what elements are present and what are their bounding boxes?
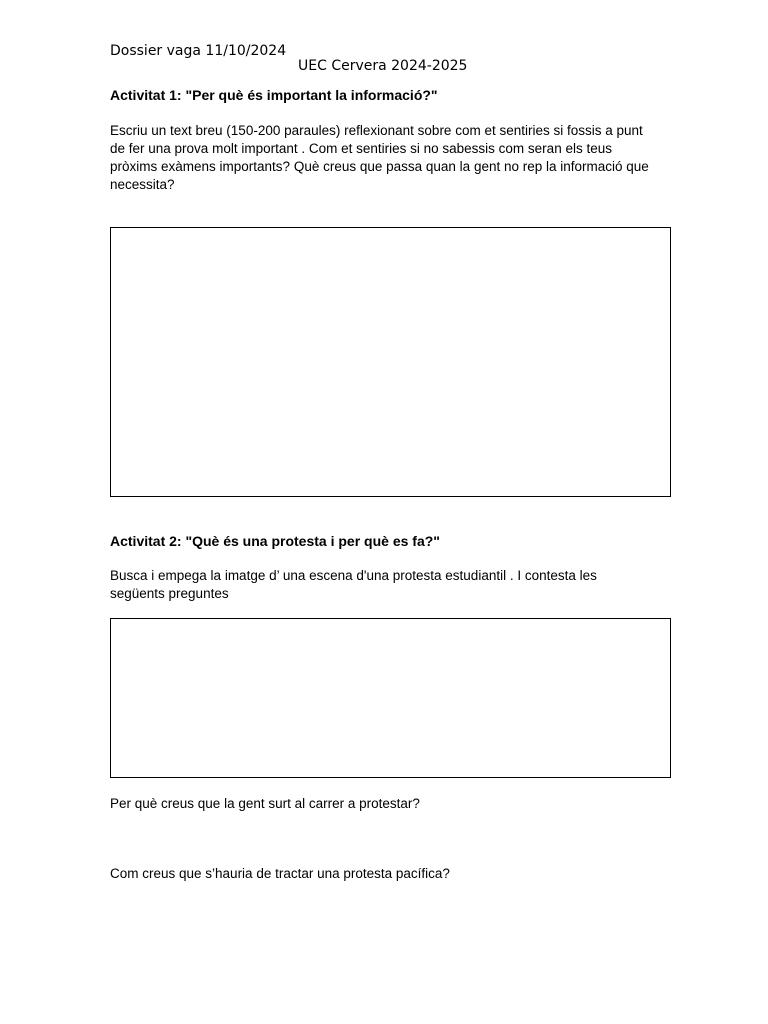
document-title: Dossier vaga 11/10/2024 [110, 43, 287, 59]
activity-2-instructions: Busca i empega la imatge d’ una escena d'una protesta estudiantil . I contesta les següents preguntes [110, 568, 597, 601]
activity-1-heading: Activitat 1: "Per què és important la informació?" [110, 87, 438, 103]
document-subtitle: UEC Cervera 2024-2025 [298, 58, 468, 74]
activity-1-instructions: Escriu un text breu (150-200 paraules) reflexionant sobre com et sentiries si fossis a punt de fer una prova molt important . Com et sentiries si no sabessis com seran els teus pròxims exàmens importants? Què creus que passa quan la gent no rep la informació que necessita? [110, 123, 649, 192]
activity-2-heading: Activitat 2: "Què és una protesta i per què es fa?" [110, 533, 440, 549]
activity-2-image-box[interactable] [110, 618, 671, 778]
activity-2-question-2: Com creus que s’hauria de tractar una protesta pacífica? [110, 866, 450, 881]
activity-2-question-1: Per què creus que la gent surt al carrer a protestar? [110, 796, 420, 811]
activity-1-answer-box[interactable] [110, 227, 671, 497]
